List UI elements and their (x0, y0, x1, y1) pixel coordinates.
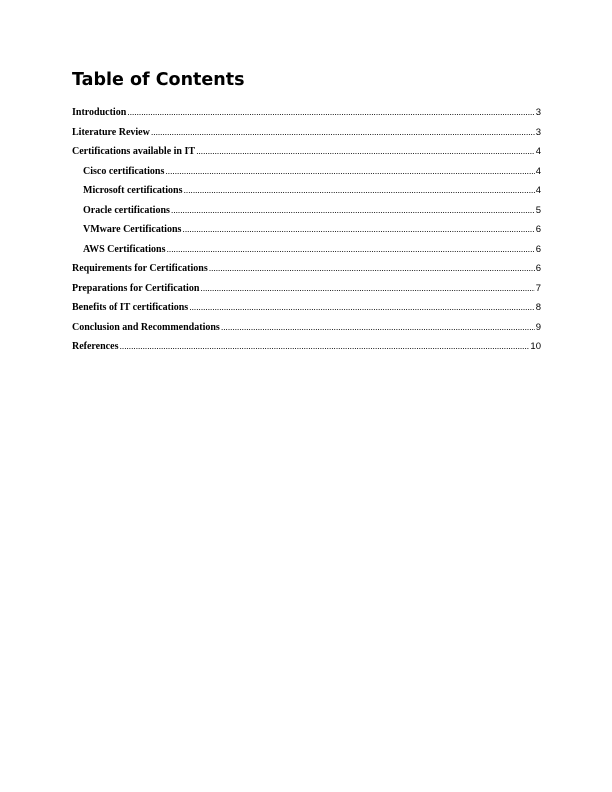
toc-page-number: 4 (535, 165, 541, 177)
toc-entry-introduction[interactable] (72, 107, 541, 127)
toc-entry-label: Microsoft certifications (83, 185, 183, 196)
toc-entry-oracle[interactable] (72, 205, 541, 225)
toc-dot-leader (167, 244, 535, 254)
toc-entry-label: Cisco certifications (83, 165, 165, 177)
toc-page-number: 7 (535, 282, 541, 294)
toc-page-number: 6 (535, 243, 541, 255)
toc-page-number: 9 (535, 321, 541, 333)
toc-entry-label: Oracle certifications (83, 204, 170, 216)
toc-entry-label: Benefits of IT certifications (72, 302, 189, 313)
toc-dot-leader (196, 146, 535, 156)
toc-page-number: 3 (535, 107, 541, 118)
toc-list (72, 107, 541, 361)
toc-dot-leader (200, 283, 534, 293)
toc-entry-benefits[interactable] (72, 302, 541, 322)
toc-entry-requirements[interactable] (72, 263, 541, 283)
toc-entry-certifications-available[interactable] (72, 146, 541, 166)
toc-page-number: 6 (535, 263, 541, 274)
toc-entry-preparations[interactable] (72, 283, 541, 303)
toc-entry-label: AWS Certifications (83, 243, 166, 255)
toc-entry-literature-review[interactable] (72, 127, 541, 147)
toc-page-number: 4 (535, 146, 541, 157)
toc-page-number: 6 (535, 224, 541, 235)
toc-entry-label: Introduction (72, 107, 127, 118)
toc-entry-label: References (72, 341, 119, 352)
toc-entry-conclusion[interactable] (72, 322, 541, 342)
toc-dot-leader (119, 341, 529, 351)
toc-entry-vmware[interactable] (72, 224, 541, 244)
toc-page-number: 5 (535, 204, 541, 216)
toc-dot-leader (209, 263, 535, 273)
toc-entry-label: Literature Review (72, 126, 150, 138)
toc-dot-leader (151, 127, 535, 137)
toc-dot-leader (221, 322, 535, 332)
toc-dot-leader (189, 302, 535, 312)
toc-dot-leader (182, 224, 534, 234)
toc-entry-label: Preparations for Certification (72, 282, 200, 294)
toc-entry-references[interactable] (72, 341, 541, 361)
toc-dot-leader (171, 205, 535, 215)
toc-page-number: 10 (530, 341, 541, 352)
toc-dot-leader (127, 107, 534, 117)
toc-entry-aws[interactable] (72, 244, 541, 264)
toc-page-number: 8 (535, 302, 541, 313)
toc-dot-leader (165, 166, 534, 176)
toc-entry-microsoft[interactable] (72, 185, 541, 205)
toc-entry-label: VMware Certifications (83, 224, 182, 235)
toc-entry-label: Requirements for Certifications (72, 263, 208, 274)
toc-entry-cisco[interactable] (72, 166, 541, 186)
toc-entry-label: Conclusion and Recommendations (72, 321, 220, 333)
toc-title: Table of Contents (72, 70, 245, 90)
toc-page-number: 3 (535, 126, 541, 138)
toc-dot-leader (184, 185, 535, 195)
toc-page-number: 4 (535, 185, 541, 196)
toc-entry-label: Certifications available in IT (72, 146, 196, 157)
